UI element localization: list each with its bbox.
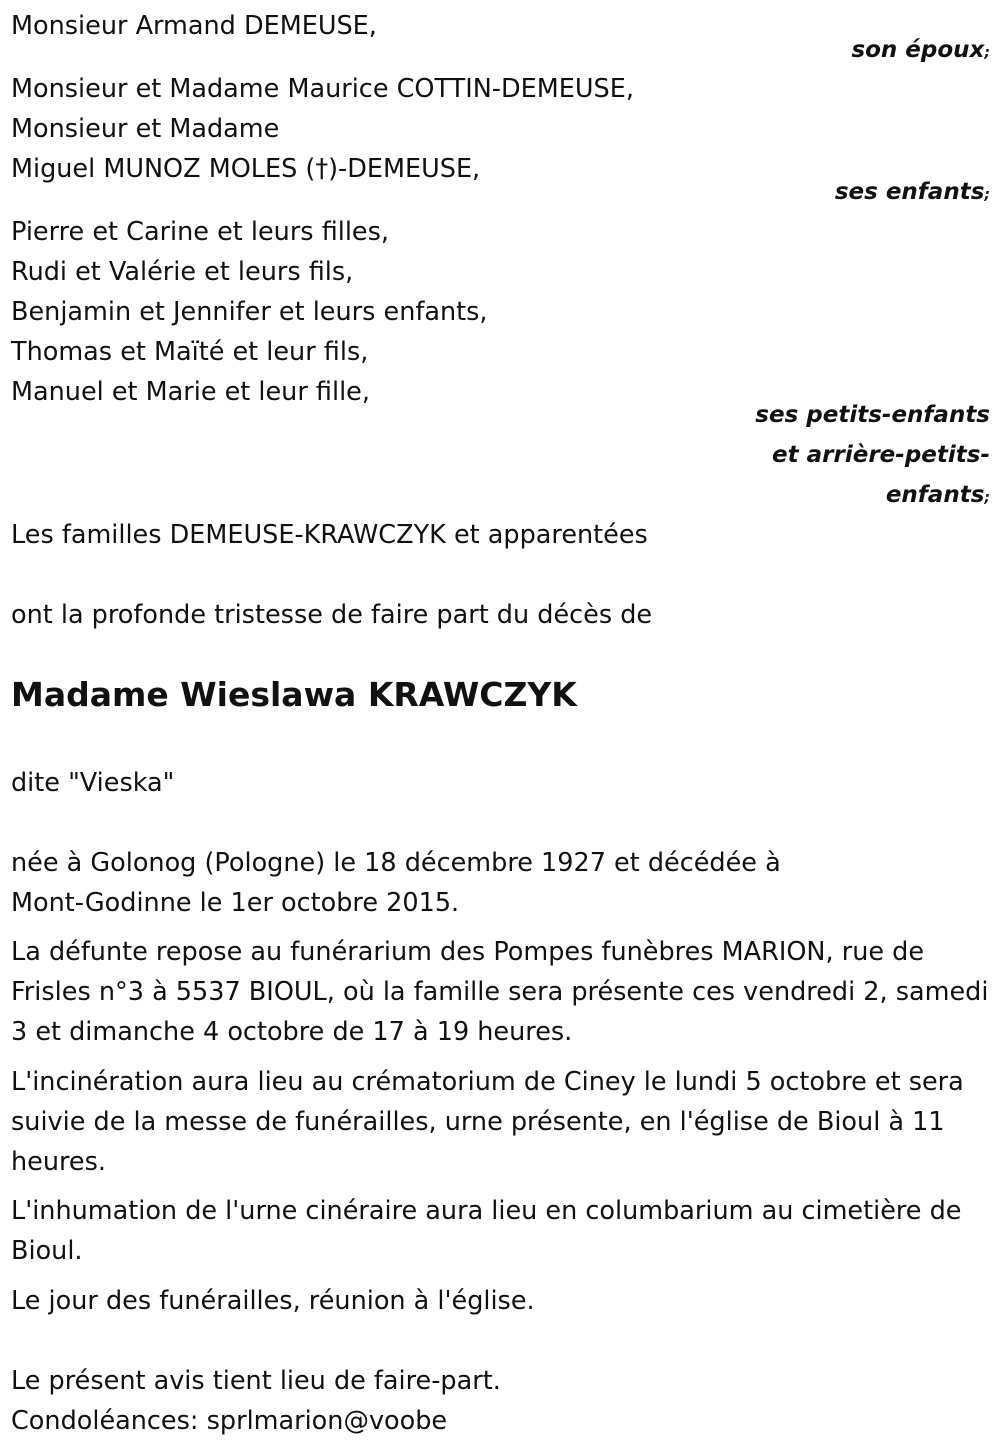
- inurnment-paragraph: L'inhumation de l'urne cinéraire aura lieu en columbarium au cimetière de Bioul.: [11, 1196, 962, 1266]
- grandchildren-role-line: enfants: [885, 482, 985, 508]
- birth-death-line: Mont-Godinne le 1er octobre 2015.: [11, 888, 460, 918]
- children-line: Monsieur et Madame Maurice COTTIN-DEMEUSE,: [11, 74, 634, 104]
- spouse-name: Monsieur Armand DEMEUSE,: [11, 11, 377, 41]
- birth-death-line: née à Golonog (Pologne) le 18 décembre 1927 et décédée à: [11, 848, 781, 878]
- grandchildren-line: Manuel et Marie et leur fille,: [11, 377, 370, 407]
- grandchildren-line: Thomas et Maïté et leur fils,: [11, 337, 369, 367]
- grandchildren-role-separator: ;: [984, 490, 990, 506]
- grandchildren-line: Benjamin et Jennifer et leurs enfants,: [11, 297, 488, 327]
- children-role: [835, 172, 990, 215]
- children-line: Miguel MUNOZ MOLES (†)-DEMEUSE,: [11, 154, 481, 184]
- condolences-line: Condoléances: sprlmarion@voobe: [11, 1406, 448, 1436]
- spouse-role-label: son époux: [851, 37, 985, 63]
- reunion-paragraph: Le jour des funérailles, réunion à l'église.: [11, 1286, 535, 1316]
- visitation-paragraph: La défunte repose au funérarium des Pompes funèbres MARION, rue de Frisles n°3 à 5537 BIOUL, où la famille sera présente ces vendredi 2, samedi 3 et dimanche 4 octobre de 17 à 19 heures.: [11, 937, 989, 1047]
- children-role-label: ses enfants: [834, 179, 985, 205]
- children-line: Monsieur et Madame: [11, 114, 280, 144]
- spouse-role: [851, 30, 990, 73]
- deceased-name: Madame Wieslawa KRAWCZYK: [11, 675, 577, 714]
- spouse-role-separator: ;: [984, 45, 990, 61]
- announcement-line: ont la profonde tristesse de faire part du décès de: [11, 600, 653, 630]
- grandchildren-role-line: ses petits-enfants: [755, 402, 990, 428]
- grandchildren-line: Rudi et Valérie et leurs fils,: [11, 257, 354, 287]
- grandchildren-role-last: [886, 475, 990, 518]
- children-role-separator: ;: [984, 187, 990, 203]
- deceased-nickname: dite "Vieska": [11, 768, 175, 798]
- cremation-paragraph: L'incinération aura lieu au crématorium de Ciney le lundi 5 octobre et sera suivie de la messe de funérailles, urne présente, en l'église de Bioul à 11 heures.: [11, 1067, 964, 1177]
- grandchildren-role-line: et arrière-petits-: [772, 442, 990, 468]
- families-line: Les familles DEMEUSE-KRAWCZYK et apparentées: [11, 520, 648, 550]
- grandchildren-line: Pierre et Carine et leurs filles,: [11, 217, 390, 247]
- notice-line: Le présent avis tient lieu de faire-part.: [11, 1366, 501, 1396]
